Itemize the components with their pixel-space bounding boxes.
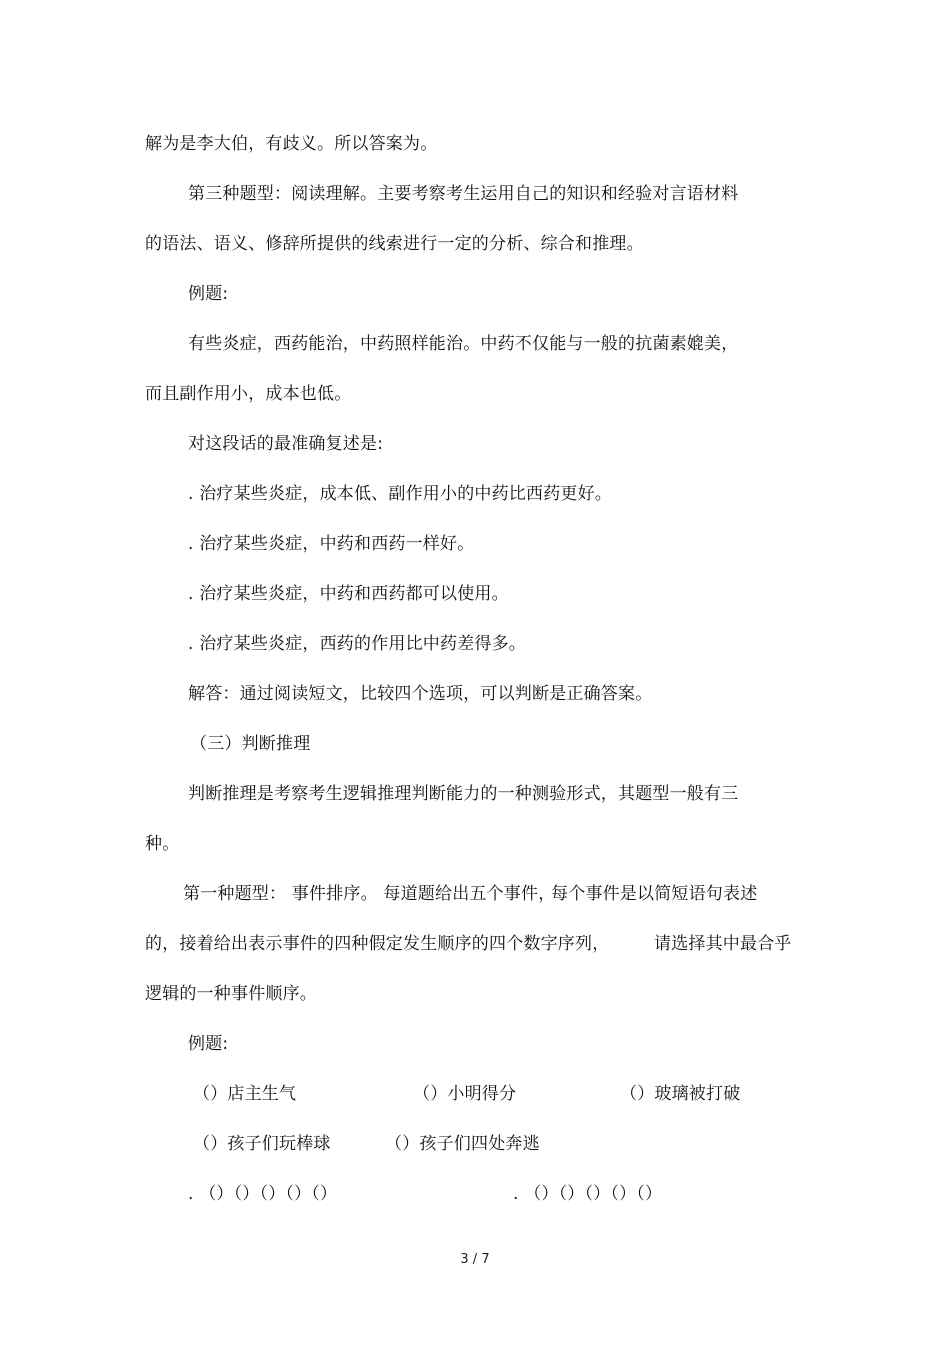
page-number: 3 / 7	[460, 1252, 490, 1267]
text-line: 的语法、语义、修辞所提供的线索进行一定的分析、综合和推理。	[145, 234, 644, 254]
text-line: 每个事件是以简短语句表述	[551, 884, 758, 904]
text-line: 有些炎症，西药能治，中药照样能治。中药不仅能与一般的抗菌素媲美，	[188, 334, 739, 354]
sequence-option: . （）（）（）（）（）	[513, 1184, 663, 1204]
text-line: 判断推理是考察考生逻辑推理判断能力的一种测验形式，其题型一般有三	[188, 784, 739, 804]
event-item: （）小明得分	[413, 1084, 517, 1104]
event-item: （）玻璃被打破	[620, 1084, 741, 1104]
option-line: . 治疗某些炎症，成本低、副作用小的中药比西药更好。	[188, 484, 613, 504]
text-line: 逻辑的一种事件顺序。	[145, 984, 317, 1004]
section-heading: （三）判断推理	[190, 734, 311, 754]
text-line: 解为是李大伯，有歧义。所以答案为。	[145, 134, 438, 154]
text-line: 第三种题型：阅读理解。主要考察考生运用自己的知识和经验对言语材料	[188, 184, 739, 204]
text-line: 种。	[145, 834, 180, 854]
event-item: （）店主生气	[193, 1084, 297, 1104]
event-item: （）孩子们四处奔逃	[385, 1134, 540, 1154]
text-line: 的，接着给出表示事件的四种假定发生顺序的四个数字序列，	[145, 934, 610, 954]
event-item: （）孩子们玩棒球	[193, 1134, 331, 1154]
option-line: . 治疗某些炎症，西药的作用比中药差得多。	[188, 634, 527, 654]
text-line: 而且副作用小，成本也低。	[145, 384, 352, 404]
text-line: 对这段话的最准确复述是:	[188, 434, 384, 454]
option-line: . 治疗某些炎症，中药和西药都可以使用。	[188, 584, 509, 604]
text-line: 请选择其中最合乎	[654, 934, 792, 954]
text-line: 例题:	[188, 284, 229, 304]
sequence-option: . （）（）（）（）（）	[188, 1184, 338, 1204]
text-line: 例题:	[188, 1034, 229, 1054]
text-line: 解答：通过阅读短文，比较四个选项，可以判断是正确答案。	[188, 684, 653, 704]
option-line: . 治疗某些炎症，中药和西药一样好。	[188, 534, 475, 554]
text-line: 第一种题型： 事件排序。 每道题给出五个事件，	[183, 884, 556, 904]
